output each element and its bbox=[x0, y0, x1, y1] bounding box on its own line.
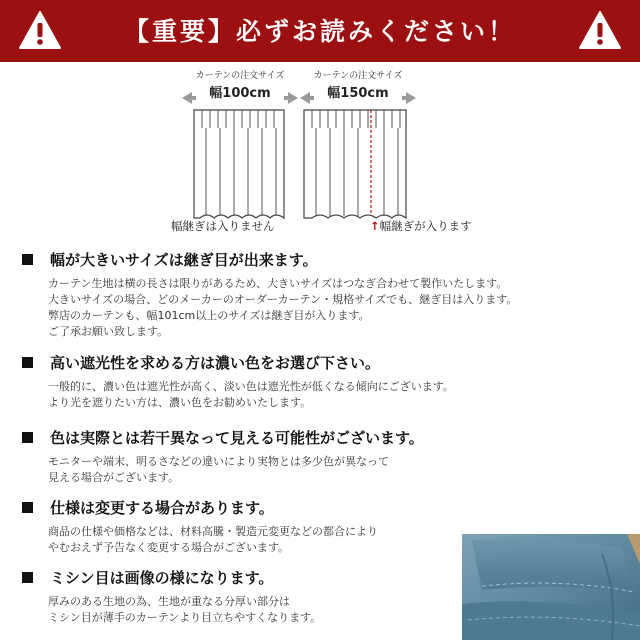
body-line: モニターや端末、明るさなどの違いにより実物とは多少色が異なって bbox=[48, 455, 389, 468]
order-size-label: カーテンの注文サイズ bbox=[313, 71, 403, 81]
body-line: より光を遮りたい方は、濃い色をお勧めいたします。 bbox=[48, 396, 312, 409]
body-line: カーテン生地は横の長さは限りがあるため、大きいサイズはつなぎ合わせて製作いたします。 bbox=[48, 277, 508, 290]
width-label: 幅150cm bbox=[327, 86, 389, 101]
section-body bbox=[48, 379, 622, 411]
diagram-caption: 幅継ぎは入りません bbox=[171, 219, 275, 233]
body-line: 見える場合がございます。 bbox=[48, 471, 180, 484]
square-bullet-icon bbox=[22, 254, 33, 265]
diagram-caption-text: 幅継ぎが入ります bbox=[379, 219, 472, 233]
section-body bbox=[48, 454, 622, 486]
warning-triangle-icon bbox=[18, 10, 62, 50]
body-line: 商品の仕様や価格などは、材料高騰・製造元変更などの都合により bbox=[48, 525, 378, 538]
fabric-stitch-photo bbox=[462, 534, 640, 640]
body-line: ミシン目が薄手のカーテンより目立ちやすくなります。 bbox=[48, 611, 322, 624]
body-line: 厚みのある生地の為、生地が重なる分厚い部分は bbox=[48, 595, 290, 608]
warning-triangle-icon bbox=[578, 10, 622, 50]
order-size-label: カーテンの注文サイズ bbox=[195, 71, 285, 81]
banner-title: 【重要】必ずお読みください！ bbox=[123, 17, 516, 46]
square-bullet-icon bbox=[22, 357, 33, 368]
curtain-diagram-joined bbox=[298, 68, 472, 238]
notice-seams bbox=[22, 249, 622, 340]
body-line: 弊店のカーテンも、幅101cm以上のサイズは継ぎ目が入ります。 bbox=[48, 309, 370, 322]
body-line: 大きいサイズの場合、どのメーカーのオーダーカーテン・規格サイズでも、継ぎ目は入ります。 bbox=[48, 293, 518, 306]
body-line: やむおえず予告なく変更する場合がございます。 bbox=[48, 541, 290, 554]
square-bullet-icon bbox=[22, 572, 33, 583]
section-heading: ミシン目は画像の様になります。 bbox=[50, 569, 274, 587]
warning-banner bbox=[0, 0, 640, 62]
section-body bbox=[48, 276, 622, 340]
curtain-illustration bbox=[298, 80, 418, 220]
section-heading: 仕様は変更する場合があります。 bbox=[50, 499, 274, 517]
square-bullet-icon bbox=[22, 432, 33, 443]
body-line: ご了承お願い致します。 bbox=[48, 325, 169, 338]
seam-arrow-icon: ↑ bbox=[370, 219, 380, 233]
diagram-caption bbox=[370, 218, 472, 234]
square-bullet-icon bbox=[22, 502, 33, 513]
section-heading: 高い遮光性を求める方は濃い色をお選び下さい。 bbox=[50, 354, 381, 372]
section-heading: 幅が大きいサイズは継ぎ目が出来ます。 bbox=[50, 251, 318, 269]
body-line: 一般的に、濃い色は遮光性が高く、淡い色は遮光性が低くなる傾向にございます。 bbox=[48, 380, 454, 393]
section-heading: 色は実際とは若干異なって見える可能性がございます。 bbox=[50, 429, 424, 447]
notice-blackout bbox=[22, 352, 622, 411]
width-label: 幅100cm bbox=[209, 86, 271, 101]
notice-color bbox=[22, 427, 622, 486]
curtain-illustration bbox=[180, 80, 300, 220]
